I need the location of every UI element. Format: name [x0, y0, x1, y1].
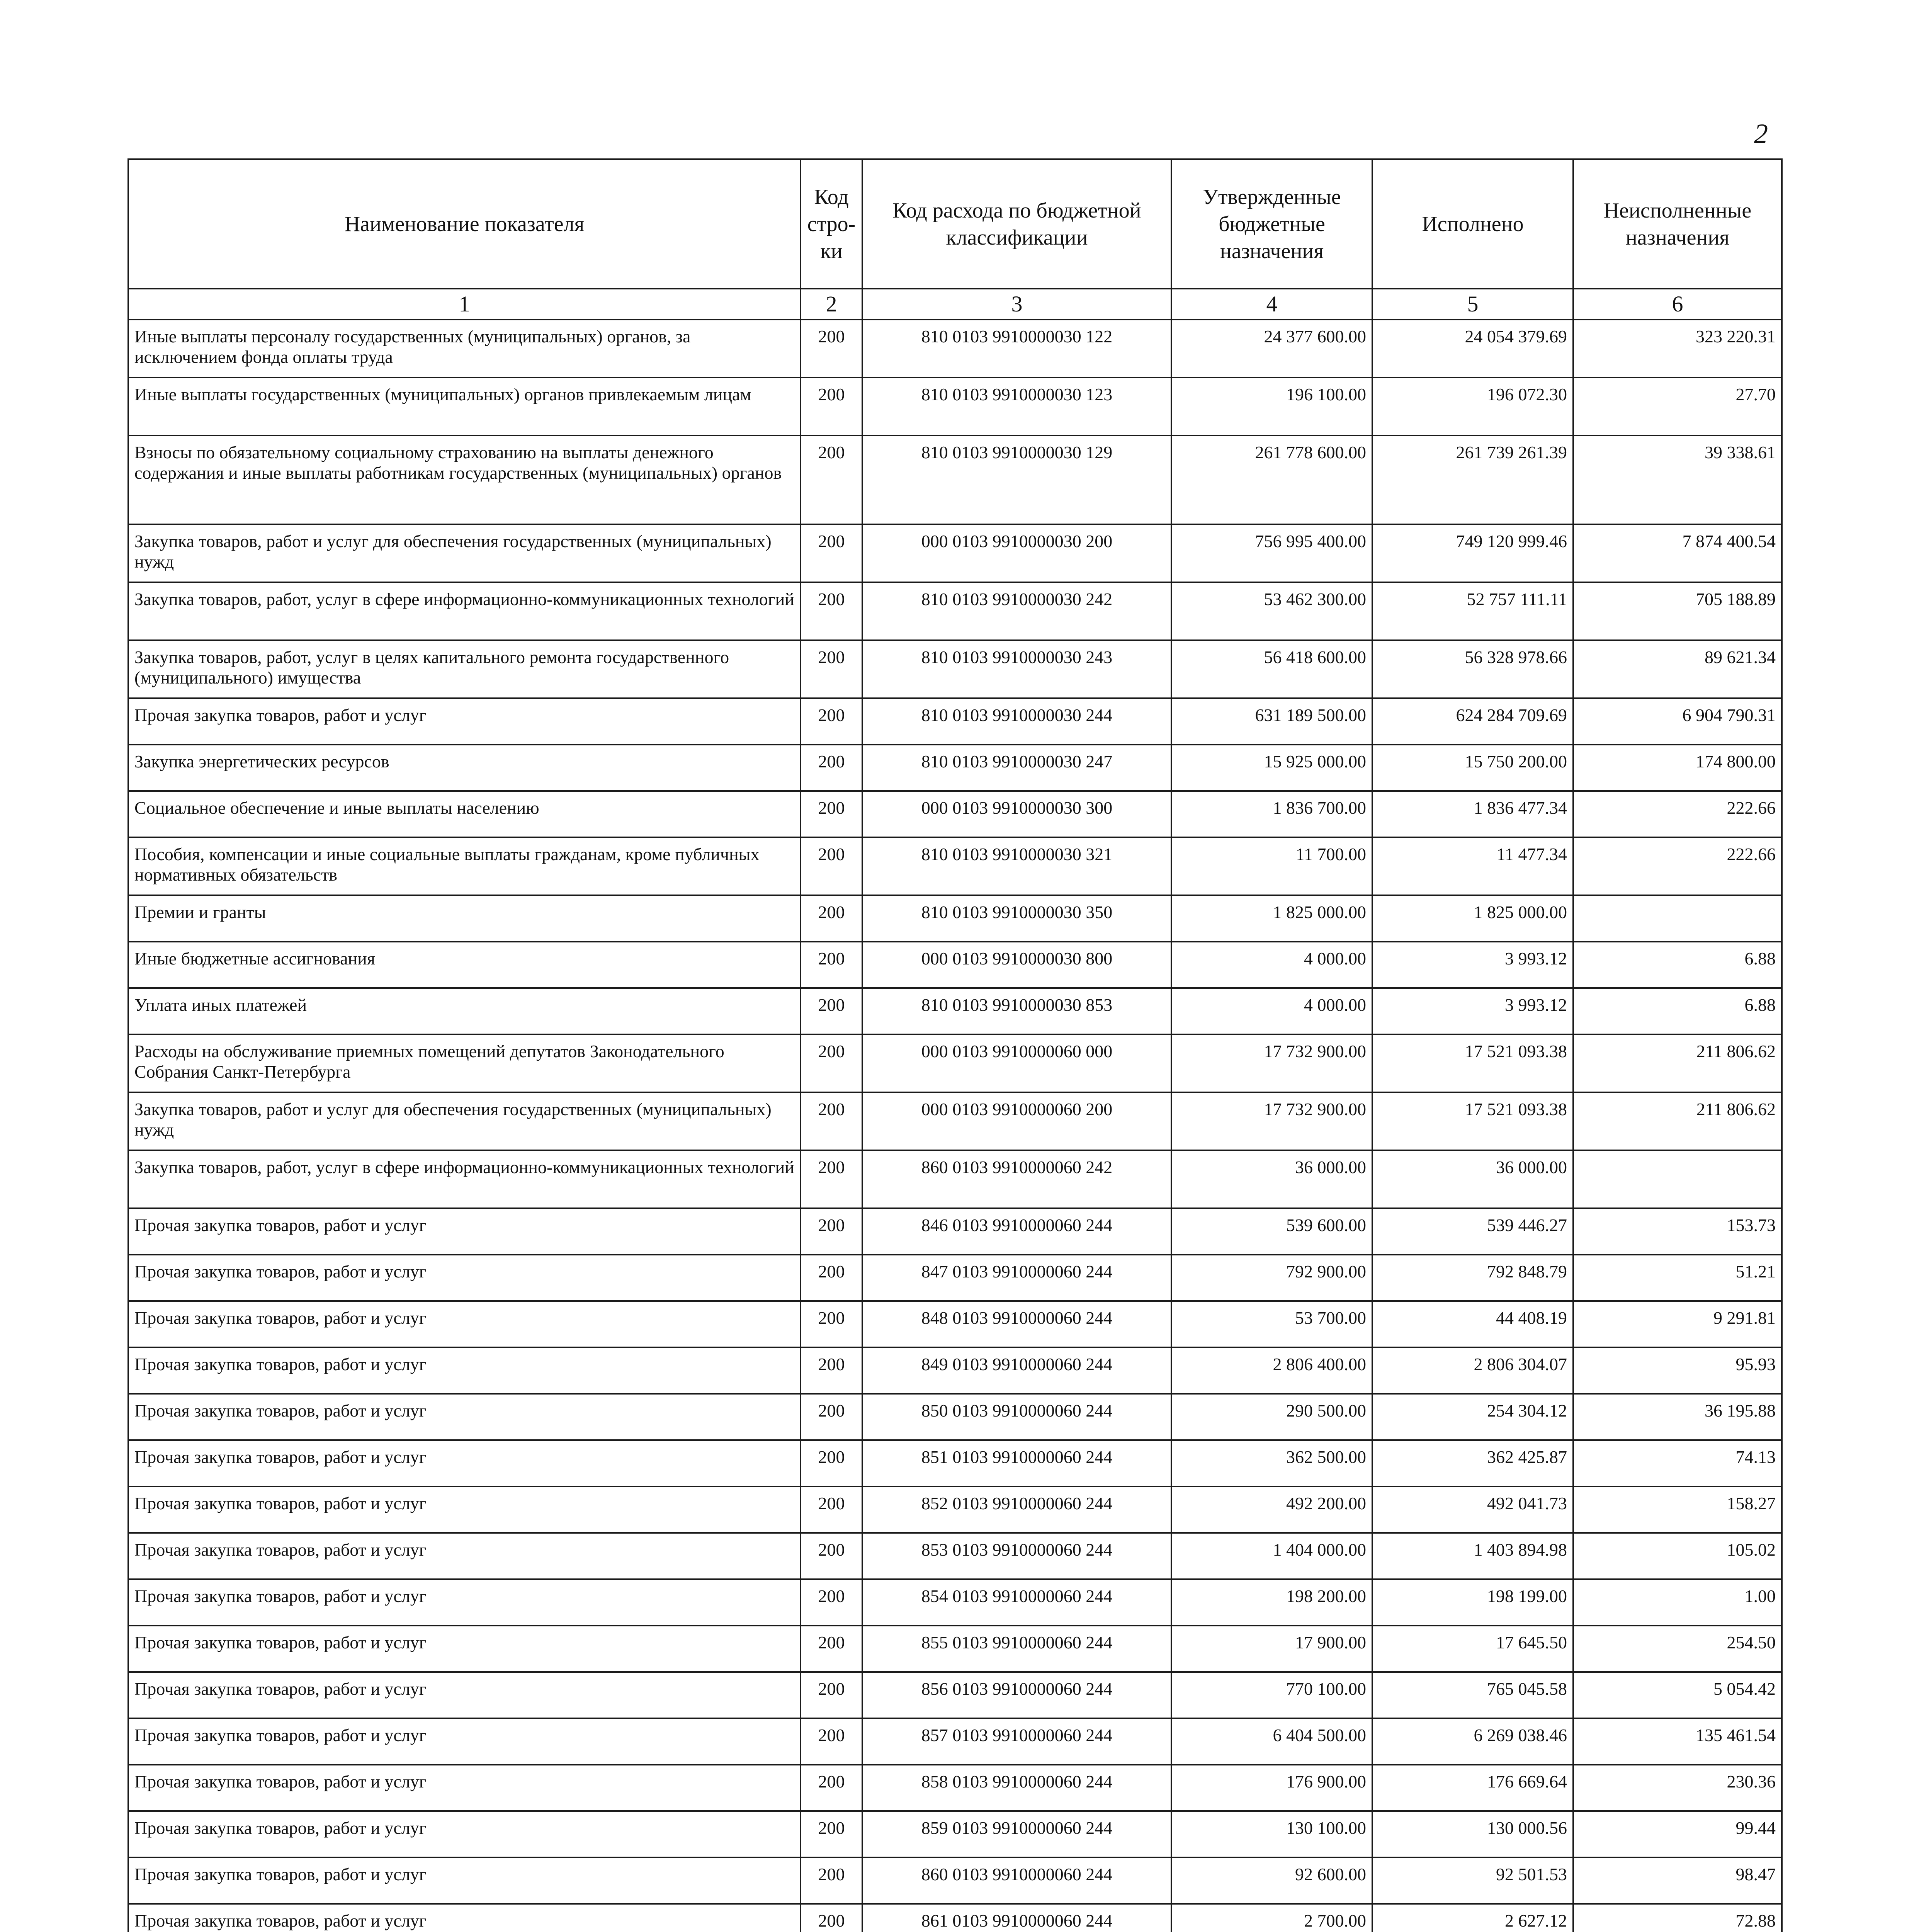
cell-approved: 56 418 600.00 [1171, 640, 1372, 698]
cell-unexecuted [1573, 895, 1782, 942]
table-row [128, 524, 1782, 582]
cell-unexecuted: 6.88 [1573, 942, 1782, 988]
cell-budget-code: 810 0103 9910000030 123 [862, 378, 1171, 435]
cell-unexecuted: 105.02 [1573, 1533, 1782, 1579]
cell-unexecuted: 39 338.61 [1573, 435, 1782, 524]
table-row [128, 791, 1782, 837]
cell-unexecuted: 27.70 [1573, 378, 1782, 435]
cell-name: Закупка товаров, работ и услуг для обеспечения государственных (муниципальных) нужд [128, 524, 801, 582]
cell-unexecuted: 5 054.42 [1573, 1672, 1782, 1718]
cell-unexecuted [1573, 1150, 1782, 1208]
cell-line-code: 200 [801, 1440, 862, 1486]
table-row [128, 1486, 1782, 1533]
cell-line-code: 200 [801, 1579, 862, 1626]
table-row [128, 1150, 1782, 1208]
cell-unexecuted: 6.88 [1573, 988, 1782, 1034]
cell-budget-code: 810 0103 9910000030 321 [862, 837, 1171, 895]
cell-name: Иные бюджетные ассигнования [128, 942, 801, 988]
cell-name: Премии и гранты [128, 895, 801, 942]
cell-approved: 24 377 600.00 [1171, 320, 1372, 378]
cell-line-code: 200 [801, 1672, 862, 1718]
cell-executed: 539 446.27 [1372, 1208, 1573, 1255]
cell-executed: 492 041.73 [1372, 1486, 1573, 1533]
cell-line-code: 200 [801, 1533, 862, 1579]
table-row [128, 1440, 1782, 1486]
cell-line-code: 200 [801, 1811, 862, 1857]
cell-budget-code: 810 0103 9910000030 243 [862, 640, 1171, 698]
cell-approved: 1 836 700.00 [1171, 791, 1372, 837]
cell-unexecuted: 98.47 [1573, 1857, 1782, 1904]
cell-approved: 2 806 400.00 [1171, 1347, 1372, 1394]
cell-budget-code: 853 0103 9910000060 244 [862, 1533, 1171, 1579]
cell-name: Прочая закупка товаров, работ и услуг [128, 1486, 801, 1533]
cell-approved: 770 100.00 [1171, 1672, 1372, 1718]
cell-unexecuted: 6 904 790.31 [1573, 698, 1782, 745]
table-row [128, 988, 1782, 1034]
table-row [128, 1811, 1782, 1857]
cell-executed: 17 645.50 [1372, 1626, 1573, 1672]
table-row [128, 1301, 1782, 1347]
cell-name: Прочая закупка товаров, работ и услуг [128, 1765, 801, 1811]
page-number: 2 [1754, 118, 1768, 149]
cell-executed: 1 403 894.98 [1372, 1533, 1573, 1579]
cell-unexecuted: 705 188.89 [1573, 582, 1782, 640]
cell-approved: 1 404 000.00 [1171, 1533, 1372, 1579]
cell-unexecuted: 9 291.81 [1573, 1301, 1782, 1347]
cell-budget-code: 810 0103 9910000030 244 [862, 698, 1171, 745]
cell-executed: 17 521 093.38 [1372, 1034, 1573, 1092]
cell-unexecuted: 174 800.00 [1573, 745, 1782, 791]
cell-line-code: 200 [801, 1765, 862, 1811]
table-row [128, 942, 1782, 988]
cell-name: Взносы по обязательному социальному страхованию на выплаты денежного содержания и иные выплаты работникам государственных (муниципальных) органов [128, 435, 801, 524]
cell-executed: 196 072.30 [1372, 378, 1573, 435]
cell-executed: 198 199.00 [1372, 1579, 1573, 1626]
cell-name: Прочая закупка товаров, работ и услуг [128, 1626, 801, 1672]
cell-approved: 6 404 500.00 [1171, 1718, 1372, 1765]
cell-name: Прочая закупка товаров, работ и услуг [128, 1208, 801, 1255]
cell-budget-code: 854 0103 9910000060 244 [862, 1579, 1171, 1626]
cell-approved: 539 600.00 [1171, 1208, 1372, 1255]
cell-name: Прочая закупка товаров, работ и услуг [128, 1579, 801, 1626]
cell-unexecuted: 211 806.62 [1573, 1034, 1782, 1092]
cell-budget-code: 856 0103 9910000060 244 [862, 1672, 1171, 1718]
cell-name: Прочая закупка товаров, работ и услуг [128, 1440, 801, 1486]
cell-budget-code: 810 0103 9910000030 247 [862, 745, 1171, 791]
table-row [128, 582, 1782, 640]
header-budget-code: Код расхода по бюджетной классификации [862, 159, 1171, 289]
cell-unexecuted: 222.66 [1573, 791, 1782, 837]
cell-name: Социальное обеспечение и иные выплаты населению [128, 791, 801, 837]
cell-unexecuted: 72.88 [1573, 1904, 1782, 1932]
cell-name: Прочая закупка товаров, работ и услуг [128, 698, 801, 745]
cell-name: Прочая закупка товаров, работ и услуг [128, 1394, 801, 1440]
cell-approved: 17 732 900.00 [1171, 1034, 1372, 1092]
cell-budget-code: 846 0103 9910000060 244 [862, 1208, 1171, 1255]
cell-line-code: 200 [801, 1255, 862, 1301]
table-row [128, 1347, 1782, 1394]
table-body [128, 320, 1782, 1932]
table-row [128, 895, 1782, 942]
cell-unexecuted: 74.13 [1573, 1440, 1782, 1486]
cell-approved: 4 000.00 [1171, 942, 1372, 988]
cell-executed: 1 836 477.34 [1372, 791, 1573, 837]
cell-executed: 6 269 038.46 [1372, 1718, 1573, 1765]
table-row [128, 698, 1782, 745]
cell-name: Закупка товаров, работ и услуг для обеспечения государственных (муниципальных) нужд [128, 1092, 801, 1150]
cell-unexecuted: 230.36 [1573, 1765, 1782, 1811]
cell-name: Уплата иных платежей [128, 988, 801, 1034]
cell-approved: 792 900.00 [1171, 1255, 1372, 1301]
header-approved: Утвержденные бюджетные назначения [1171, 159, 1372, 289]
cell-executed: 36 000.00 [1372, 1150, 1573, 1208]
table-header-row [128, 159, 1782, 289]
cell-approved: 631 189 500.00 [1171, 698, 1372, 745]
table-row [128, 640, 1782, 698]
cell-name: Иные выплаты государственных (муниципальных) органов привлекаемым лицам [128, 378, 801, 435]
cell-line-code: 200 [801, 745, 862, 791]
cell-line-code: 200 [801, 1857, 862, 1904]
cell-executed: 176 669.64 [1372, 1765, 1573, 1811]
cell-executed: 44 408.19 [1372, 1301, 1573, 1347]
cell-name: Закупка товаров, работ, услуг в целях капитального ремонта государственного (муниципального) имущества [128, 640, 801, 698]
table-row [128, 320, 1782, 378]
cell-budget-code: 860 0103 9910000060 244 [862, 1857, 1171, 1904]
cell-line-code: 200 [801, 1904, 862, 1932]
cell-line-code: 200 [801, 1626, 862, 1672]
table-row [128, 1208, 1782, 1255]
table-row [128, 745, 1782, 791]
cell-executed: 11 477.34 [1372, 837, 1573, 895]
cell-name: Закупка товаров, работ, услуг в сфере информационно-коммуникационных технологий [128, 1150, 801, 1208]
cell-name: Расходы на обслуживание приемных помещений депутатов Законодательного Собрания Санкт-Петербурга [128, 1034, 801, 1092]
cell-executed: 24 054 379.69 [1372, 320, 1573, 378]
cell-approved: 196 100.00 [1171, 378, 1372, 435]
cell-budget-code: 810 0103 9910000030 853 [862, 988, 1171, 1034]
cell-line-code: 200 [801, 698, 862, 745]
column-number: 5 [1372, 289, 1573, 320]
cell-approved: 53 700.00 [1171, 1301, 1372, 1347]
cell-line-code: 200 [801, 320, 862, 378]
column-number-row [128, 289, 1782, 320]
cell-approved: 362 500.00 [1171, 1440, 1372, 1486]
cell-executed: 15 750 200.00 [1372, 745, 1573, 791]
cell-line-code: 200 [801, 1486, 862, 1533]
cell-line-code: 200 [801, 640, 862, 698]
table-row [128, 1533, 1782, 1579]
cell-name: Прочая закупка товаров, работ и услуг [128, 1255, 801, 1301]
cell-name: Прочая закупка товаров, работ и услуг [128, 1857, 801, 1904]
column-number: 4 [1171, 289, 1372, 320]
cell-budget-code: 851 0103 9910000060 244 [862, 1440, 1171, 1486]
cell-unexecuted: 211 806.62 [1573, 1092, 1782, 1150]
cell-budget-code: 848 0103 9910000060 244 [862, 1301, 1171, 1347]
cell-line-code: 200 [801, 524, 862, 582]
cell-budget-code: 852 0103 9910000060 244 [862, 1486, 1171, 1533]
cell-budget-code: 810 0103 9910000030 242 [862, 582, 1171, 640]
cell-budget-code: 860 0103 9910000060 242 [862, 1150, 1171, 1208]
table-row [128, 1255, 1782, 1301]
cell-line-code: 200 [801, 988, 862, 1034]
cell-executed: 52 757 111.11 [1372, 582, 1573, 640]
cell-approved: 36 000.00 [1171, 1150, 1372, 1208]
cell-budget-code: 000 0103 9910000060 000 [862, 1034, 1171, 1092]
cell-budget-code: 858 0103 9910000060 244 [862, 1765, 1171, 1811]
cell-name: Пособия, компенсации и иные социальные выплаты гражданам, кроме публичных нормативных обязательств [128, 837, 801, 895]
cell-unexecuted: 7 874 400.54 [1573, 524, 1782, 582]
table-row [128, 1394, 1782, 1440]
header-unexecuted: Неисполненные назначения [1573, 159, 1782, 289]
cell-approved: 290 500.00 [1171, 1394, 1372, 1440]
cell-name: Прочая закупка товаров, работ и услуг [128, 1533, 801, 1579]
cell-name: Прочая закупка товаров, работ и услуг [128, 1347, 801, 1394]
cell-executed: 3 993.12 [1372, 988, 1573, 1034]
cell-unexecuted: 222.66 [1573, 837, 1782, 895]
cell-unexecuted: 99.44 [1573, 1811, 1782, 1857]
cell-budget-code: 859 0103 9910000060 244 [862, 1811, 1171, 1857]
cell-line-code: 200 [801, 1092, 862, 1150]
table-row [128, 1904, 1782, 1932]
cell-budget-code: 847 0103 9910000060 244 [862, 1255, 1171, 1301]
cell-line-code: 200 [801, 1718, 862, 1765]
cell-budget-code: 000 0103 9910000030 300 [862, 791, 1171, 837]
cell-line-code: 200 [801, 435, 862, 524]
header-executed: Исполнено [1372, 159, 1573, 289]
table-row [128, 1626, 1782, 1672]
cell-executed: 130 000.56 [1372, 1811, 1573, 1857]
cell-name: Прочая закупка товаров, работ и услуг [128, 1718, 801, 1765]
cell-executed: 1 825 000.00 [1372, 895, 1573, 942]
cell-executed: 2 627.12 [1372, 1904, 1573, 1932]
cell-approved: 92 600.00 [1171, 1857, 1372, 1904]
cell-approved: 1 825 000.00 [1171, 895, 1372, 942]
cell-executed: 261 739 261.39 [1372, 435, 1573, 524]
cell-executed: 56 328 978.66 [1372, 640, 1573, 698]
cell-unexecuted: 51.21 [1573, 1255, 1782, 1301]
table-row [128, 378, 1782, 435]
cell-budget-code: 810 0103 9910000030 122 [862, 320, 1171, 378]
cell-approved: 756 995 400.00 [1171, 524, 1372, 582]
cell-line-code: 200 [801, 1394, 862, 1440]
cell-budget-code: 810 0103 9910000030 350 [862, 895, 1171, 942]
cell-line-code: 200 [801, 582, 862, 640]
cell-executed: 17 521 093.38 [1372, 1092, 1573, 1150]
cell-executed: 362 425.87 [1372, 1440, 1573, 1486]
table-row [128, 435, 1782, 524]
cell-line-code: 200 [801, 1150, 862, 1208]
table-row [128, 1034, 1782, 1092]
table-row [128, 1765, 1782, 1811]
cell-name: Прочая закупка товаров, работ и услуг [128, 1672, 801, 1718]
column-number: 6 [1573, 289, 1782, 320]
cell-line-code: 200 [801, 378, 862, 435]
cell-name: Прочая закупка товаров, работ и услуг [128, 1301, 801, 1347]
cell-budget-code: 855 0103 9910000060 244 [862, 1626, 1171, 1672]
cell-unexecuted: 254.50 [1573, 1626, 1782, 1672]
cell-approved: 17 732 900.00 [1171, 1092, 1372, 1150]
cell-executed: 792 848.79 [1372, 1255, 1573, 1301]
cell-budget-code: 861 0103 9910000060 244 [862, 1904, 1171, 1932]
cell-name: Закупка энергетических ресурсов [128, 745, 801, 791]
cell-line-code: 200 [801, 942, 862, 988]
cell-line-code: 200 [801, 837, 862, 895]
column-number: 1 [128, 289, 801, 320]
cell-line-code: 200 [801, 1347, 862, 1394]
header-line-code: Код стро-ки [801, 159, 862, 289]
cell-approved: 176 900.00 [1171, 1765, 1372, 1811]
cell-budget-code: 849 0103 9910000060 244 [862, 1347, 1171, 1394]
cell-name: Закупка товаров, работ, услуг в сфере информационно-коммуникационных технологий [128, 582, 801, 640]
cell-approved: 17 900.00 [1171, 1626, 1372, 1672]
cell-executed: 749 120 999.46 [1372, 524, 1573, 582]
cell-unexecuted: 158.27 [1573, 1486, 1782, 1533]
cell-unexecuted: 95.93 [1573, 1347, 1782, 1394]
cell-approved: 2 700.00 [1171, 1904, 1372, 1932]
cell-executed: 624 284 709.69 [1372, 698, 1573, 745]
cell-approved: 53 462 300.00 [1171, 582, 1372, 640]
cell-executed: 765 045.58 [1372, 1672, 1573, 1718]
cell-unexecuted: 323 220.31 [1573, 320, 1782, 378]
table-row [128, 837, 1782, 895]
column-number: 2 [801, 289, 862, 320]
cell-approved: 11 700.00 [1171, 837, 1372, 895]
cell-unexecuted: 153.73 [1573, 1208, 1782, 1255]
cell-budget-code: 857 0103 9910000060 244 [862, 1718, 1171, 1765]
cell-executed: 3 993.12 [1372, 942, 1573, 988]
cell-line-code: 200 [801, 1034, 862, 1092]
cell-budget-code: 000 0103 9910000060 200 [862, 1092, 1171, 1150]
cell-budget-code: 810 0103 9910000030 129 [862, 435, 1171, 524]
header-name: Наименование показателя [128, 159, 801, 289]
cell-line-code: 200 [801, 791, 862, 837]
cell-name: Прочая закупка товаров, работ и услуг [128, 1811, 801, 1857]
budget-execution-table [127, 158, 1783, 1932]
cell-name: Прочая закупка товаров, работ и услуг [128, 1904, 801, 1932]
cell-line-code: 200 [801, 1301, 862, 1347]
cell-approved: 130 100.00 [1171, 1811, 1372, 1857]
cell-approved: 492 200.00 [1171, 1486, 1372, 1533]
cell-executed: 254 304.12 [1372, 1394, 1573, 1440]
cell-budget-code: 850 0103 9910000060 244 [862, 1394, 1171, 1440]
cell-approved: 198 200.00 [1171, 1579, 1372, 1626]
cell-executed: 2 806 304.07 [1372, 1347, 1573, 1394]
cell-line-code: 200 [801, 895, 862, 942]
table-row [128, 1579, 1782, 1626]
cell-executed: 92 501.53 [1372, 1857, 1573, 1904]
table-row [128, 1857, 1782, 1904]
table-row [128, 1672, 1782, 1718]
cell-unexecuted: 89 621.34 [1573, 640, 1782, 698]
table-row [128, 1092, 1782, 1150]
table-row [128, 1718, 1782, 1765]
cell-budget-code: 000 0103 9910000030 800 [862, 942, 1171, 988]
cell-budget-code: 000 0103 9910000030 200 [862, 524, 1171, 582]
column-number: 3 [862, 289, 1171, 320]
cell-line-code: 200 [801, 1208, 862, 1255]
cell-approved: 15 925 000.00 [1171, 745, 1372, 791]
cell-name: Иные выплаты персоналу государственных (муниципальных) органов, за исключением фонда оплаты труда [128, 320, 801, 378]
cell-approved: 261 778 600.00 [1171, 435, 1372, 524]
cell-unexecuted: 36 195.88 [1573, 1394, 1782, 1440]
cell-approved: 4 000.00 [1171, 988, 1372, 1034]
cell-unexecuted: 1.00 [1573, 1579, 1782, 1626]
cell-unexecuted: 135 461.54 [1573, 1718, 1782, 1765]
